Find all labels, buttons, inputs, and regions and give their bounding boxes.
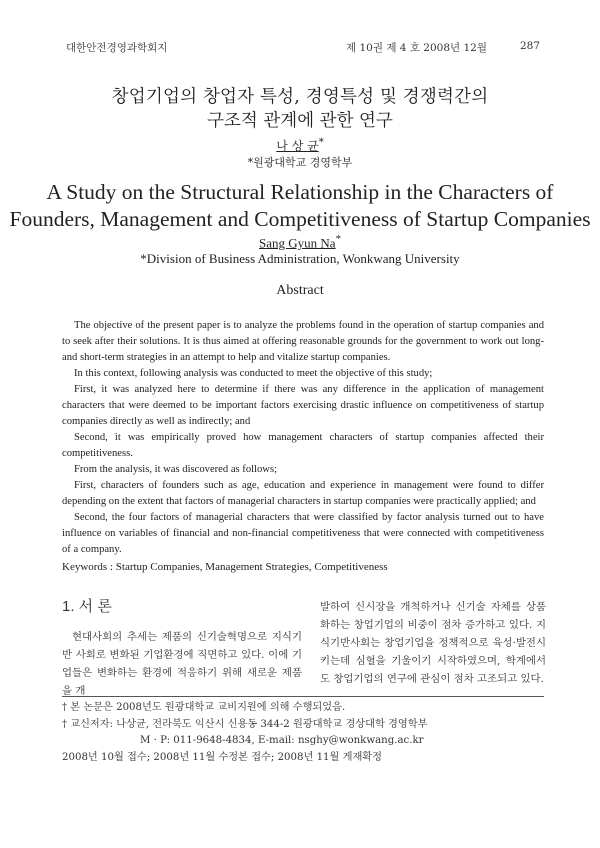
english-author-name: Sang Gyun Na xyxy=(259,235,336,251)
body-left-column xyxy=(62,598,302,700)
abstract-paragraph: The objective of the present paper is to analyze the problems found in the operation of startup companies and to seek after their solutions. It is thus aimed at offering reasonable grounds for the government to work out long- and short-term strategies in an attempt to help and vitalize startup companies. xyxy=(62,320,544,363)
keywords: Keywords : Startup Companies, Management Strategies, Competitiveness xyxy=(62,561,388,573)
intro-paragraph-left: 현대사회의 추세는 제품의 신기술혁명으로 지식기반 사회로 변화된 기업환경에 직면하고 있다. 이에 기업들은 변화하는 환경에 적응하기 위해 새로운 제품을 개 xyxy=(62,631,302,697)
abstract-body xyxy=(62,318,544,575)
footnote-dates: 2008년 10월 접수; 2008년 11월 수정본 접수; 2008년 11월 게재확정 xyxy=(62,751,382,763)
abstract-paragraph: First, characters of founders such as age, education and experience in management were found to differ depending on the extent that factors of managerial characters in startup companies were practically applied; and xyxy=(62,480,544,507)
page-number: 287 xyxy=(519,40,540,52)
footnotes xyxy=(62,700,548,766)
dagger-mark: † xyxy=(62,718,67,730)
korean-author xyxy=(0,137,600,154)
footnote-2: † 교신저자: 나상균, 전라북도 익산시 신용동 344-2 원광대학교 경상대학 경영학부 xyxy=(62,718,428,730)
abstract-paragraph: In this context, following analysis was conducted to meet the objective of this study; xyxy=(74,368,433,379)
volume-issue: 제 10권 제 4 호 2008년 12월 xyxy=(346,42,488,54)
korean-author-name: 나 상 균 xyxy=(276,139,319,153)
english-title-line1: A Study on the Structural Relationship in the Characters of xyxy=(46,180,554,204)
section-heading: 1. 서 론 xyxy=(62,598,112,615)
journal-name: 대한안전경영과학회지 xyxy=(66,42,168,54)
footnote-divider xyxy=(62,696,544,697)
abstract-paragraph: Second, it was empirically proved how management characters of startup companies affected their competitiveness. xyxy=(62,432,544,459)
abstract-heading: Abstract xyxy=(276,283,324,298)
footnote-1: † 본 논문은 2008년도 원광대학교 교비지원에 의해 수행되었음. xyxy=(62,702,346,713)
korean-author-mark: * xyxy=(318,137,324,148)
running-header xyxy=(62,40,540,56)
abstract-paragraph: Second, the four factors of managerial characters that were classified by factor analysis turned out to have influence on variables of financial and non-financial competitiveness that were connected with competitiveness of a company. xyxy=(62,512,544,555)
english-author xyxy=(0,233,600,251)
korean-title-line2: 구조적 관계에 관한 연구 xyxy=(207,111,393,131)
abstract-paragraph: First, it was analyzed here to determine if there was any difference in the application of management characters that were deemed to be important factors exercising drastic influence on competitiveness of startup companies directly as well as indirectly; and xyxy=(62,384,544,427)
body-right-column xyxy=(320,598,546,688)
intro-paragraph-right: 발하여 신시장을 개척하거나 신기술 자체를 상품화하는 창업기업의 비중이 점차 증가하고 있다. 지식기반사회는 창업기업을 정책적으로 육성·발전시키는데 심혈을 기울이기 시작하였으며, 학계에서도 창업기업의 연구에 관심이 점차 고조되고 있다. xyxy=(320,601,546,685)
abstract-paragraph: From the analysis, it was discovered as follows; xyxy=(74,464,278,475)
english-affiliation: *Division of Business Administration, Wonkwang University xyxy=(140,251,460,266)
korean-affiliation: *원광대학교 경영학부 xyxy=(247,156,353,169)
footnote-contact: M · P: 011-9648-4834, E-mail: nsghy@wonkwang.ac.kr xyxy=(140,735,424,746)
dagger-mark: † xyxy=(62,702,67,713)
english-title-line2: Founders, Management and Competitiveness of Startup Companies xyxy=(9,207,591,231)
korean-title-line1: 창업기업의 창업자 특성, 경영특성 및 경쟁력간의 xyxy=(111,87,489,107)
english-author-mark: * xyxy=(335,233,341,245)
